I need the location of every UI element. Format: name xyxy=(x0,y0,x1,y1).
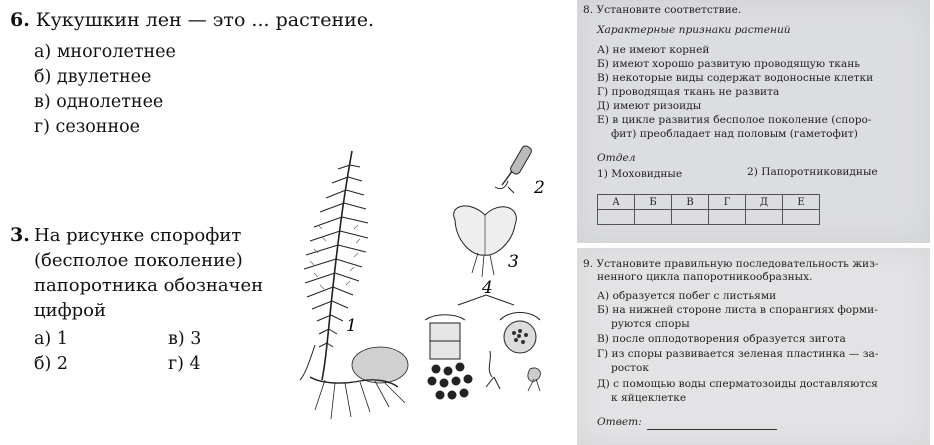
task-9-answer-label: Ответ: xyxy=(597,416,642,428)
task-8-panel xyxy=(577,0,930,243)
grid-header-d: Г xyxy=(709,195,746,210)
task-8-grid-header-row xyxy=(598,195,820,210)
task-9-item-d: Г) из споры развивается зеленая пластинка — за- xyxy=(597,348,879,360)
grid-cell-d[interactable] xyxy=(709,210,746,225)
grid-cell-e[interactable] xyxy=(746,210,783,225)
q3-option-b: б) 2 xyxy=(34,354,69,374)
q6-option-c: в) однолетнее xyxy=(34,92,164,112)
grid-header-f: Е xyxy=(783,195,820,210)
grid-header-a: А xyxy=(598,195,635,210)
q6-option-b: б) двулетнее xyxy=(34,67,152,87)
gametangia-drawing xyxy=(425,295,540,389)
figure-label-1: 1 xyxy=(346,316,357,336)
task-8-dept-2: 2) Папоротниковидные xyxy=(747,166,878,178)
q3-option-c: в) 3 xyxy=(168,329,202,349)
grid-header-c: В xyxy=(672,195,709,210)
question-6 xyxy=(10,8,374,32)
task-9-title-line-2: ненного цикла папоротникообразных. xyxy=(597,271,813,283)
task-8-item-e: Д) имеют ризоиды xyxy=(597,100,702,112)
task-8-title: 8. Установите соответствие. xyxy=(583,4,742,16)
task-8-item-a: А) не имеют корней xyxy=(597,44,710,56)
task-8-dept-1: 1) Моховидные xyxy=(597,168,683,180)
question-6-number: 6. xyxy=(10,9,30,31)
task-8-item-c: В) некоторые виды содержат водоносные клетки xyxy=(597,72,874,84)
fern-sporophyte-drawing xyxy=(300,151,408,419)
task-8-item-f-cont: фит) преобладает над половым (гаметофит) xyxy=(611,128,858,140)
task-9-title-line-1: 9. Установите правильную последовательность жиз- xyxy=(583,258,879,270)
task-9-panel xyxy=(577,248,930,445)
grid-cell-a[interactable] xyxy=(598,210,635,225)
task-9-item-a: А) образуется побег с листьями xyxy=(597,290,777,302)
grid-cell-b[interactable] xyxy=(635,210,672,225)
grid-cell-f[interactable] xyxy=(783,210,820,225)
q6-option-a: а) многолетнее xyxy=(34,42,176,62)
figure-label-3: 3 xyxy=(508,252,519,272)
q6-option-d: г) сезонное xyxy=(34,117,141,137)
q3-line-1: На рисунке спорофит xyxy=(34,225,242,246)
grid-header-e: Д xyxy=(746,195,783,210)
task-8-item-b: Б) имеют хорошо развитую проводящую ткань xyxy=(597,58,861,70)
question-3-number: 3. xyxy=(10,224,30,246)
task-8-grid-answer-row xyxy=(598,210,820,225)
task-8-item-d: Г) проводящая ткань не развита xyxy=(597,86,780,98)
grid-header-b: Б xyxy=(635,195,672,210)
question-6-text: Кукушкин лен — это ... растение. xyxy=(35,9,375,31)
task-9-item-d-cont: росток xyxy=(611,362,649,374)
q3-line-3: папоротника обозначен xyxy=(34,275,264,296)
figure-label-4: 4 xyxy=(482,278,493,298)
task-9-item-e: Д) с помощью воды сперматозоиды доставляются xyxy=(597,378,878,390)
q3-option-d: г) 4 xyxy=(168,354,201,374)
q3-option-a: а) 1 xyxy=(34,329,68,349)
fern-life-cycle-illustration xyxy=(280,145,570,445)
task-9-item-b-cont: руются споры xyxy=(611,318,690,330)
sporangium-drawing xyxy=(495,145,533,193)
task-8-subtitle: Характерные признаки растений xyxy=(597,24,791,36)
q3-line-2: (бесполое поколение) xyxy=(34,250,243,271)
prothallus-drawing xyxy=(454,206,517,277)
sperm-cells-drawing xyxy=(428,363,473,400)
q3-line-4: цифрой xyxy=(34,300,107,321)
figure-label-2: 2 xyxy=(534,178,545,198)
task-9-answer-line[interactable] xyxy=(647,429,777,430)
zygote-drawing xyxy=(528,368,541,391)
task-9-item-e-cont: к яйцеклетке xyxy=(611,392,687,404)
task-9-item-b: Б) на нижней стороне листа в спорангиях форми- xyxy=(597,304,878,316)
task-8-dept-label: Отдел xyxy=(597,152,636,164)
task-9-item-c: В) после оплодотворения образуется зигота xyxy=(597,333,846,345)
task-8-answer-grid xyxy=(597,194,820,225)
task-8-item-f: Е) в цикле развития бесполое поколение (споро- xyxy=(597,114,872,126)
grid-cell-c[interactable] xyxy=(672,210,709,225)
